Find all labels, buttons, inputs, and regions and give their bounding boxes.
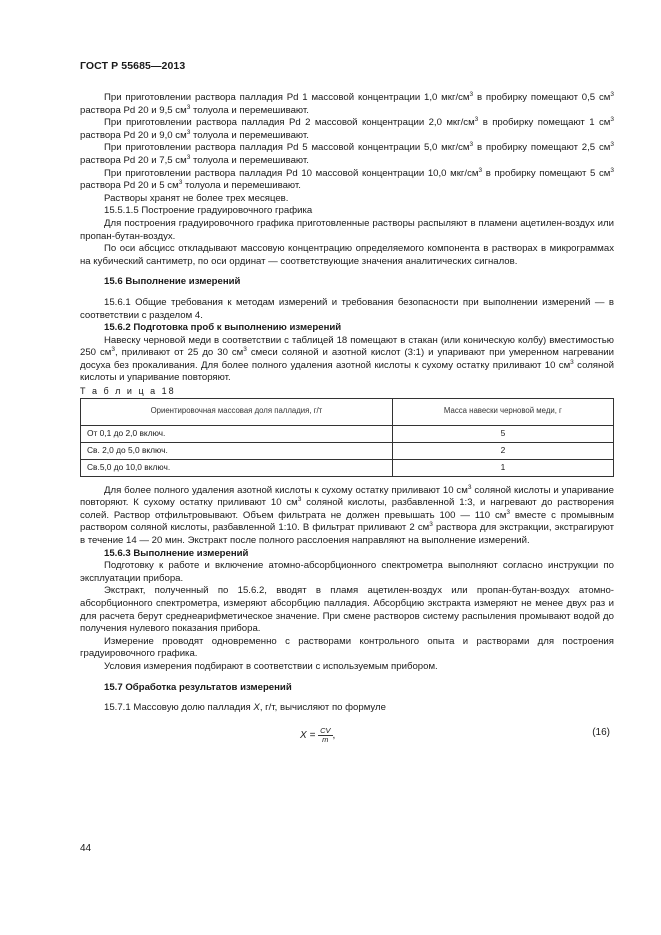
paragraph: Растворы хранят не более трех месяцев.: [104, 192, 289, 204]
table-row: [81, 459, 614, 476]
paragraph: Экстракт, полученный по 15.6.2, вводят в пламя ацетилен-воздух или пропан-бутан-воздух атомно-абсорбционного спектрометра, измеряют абсорбцию палладия. Абсорбцию экстракта измеряют не менее двух раз и для расчета берут среднеарифметическое значение. При смене растворов систему распыления промывают водой до получения нулевого показания прибора.: [80, 585, 614, 635]
superscript: 3: [506, 508, 510, 516]
paragraph: При приготовлении раствора палладия Pd 2 массовой концентрации 2,0 мкг/$см^3$ в пробирку помещают 1 $см^3$ раствора Pd 20 и 9,0 $см^3$ толуола и перемешивают.: [80, 116, 614, 141]
formula-numerator: CV: [320, 725, 331, 735]
superscript: 3: [478, 166, 483, 174]
superscript: 3: [186, 103, 191, 111]
superscript: 3: [186, 128, 191, 136]
table-header-cell: Масса навески черновой меди, г: [392, 398, 613, 425]
formula-trail: ,: [332, 729, 336, 741]
superscript: 3: [243, 346, 247, 354]
formula-lhs: X =: [300, 729, 316, 741]
document-header: ГОСТ Р 55685—2013: [80, 60, 186, 72]
formula-fraction: [318, 727, 332, 744]
paragraph: 15.6.1 Общие требования к методам измерений и требования безопасности при выполнении измерений — в соответствии с разделом 4.: [80, 296, 614, 321]
text-span: 15.7.1 Массовую долю палладия: [104, 702, 254, 714]
superscript: 3: [610, 116, 614, 123]
table-row: [81, 442, 614, 459]
formula: [80, 721, 614, 751]
superscript: 3: [610, 90, 614, 98]
table-header-row: [81, 398, 614, 425]
paragraph: При приготовлении раствора палладия Pd 1 массовой концентрации 1,0 мкг/$см^3$ в пробирку помещают 0,5 $см^3$ раствора Pd 20 и 9,5 $см^3$ толуола и перемешивают.: [80, 90, 614, 116]
paragraph: Навеску черновой меди в соответствии с таблицей 18 помещают в стакан (или коническую колбу) вместимостью 250 $см^3$, приливают от 25 до 30 $см^3$ смеси соляной и азотной кислот (3:1) и упаривают при умеренном нагревании досуха без прокаливания. Для более полного удаления азотной кислоты к сухому остатку приливают 10 $см^3$ соляной кислоты и упаривание повторяют.: [80, 334, 614, 384]
paragraph: Измерение проводят одновременно с растворами контрольного опыта и растворами для построения градуировочного графика.: [80, 635, 614, 660]
paragraph: Условия измерения подбирают в соответствии с используемым прибором.: [104, 660, 438, 672]
paragraph: При приготовлении раствора палладия Pd 10 массовой концентрации 10,0 мкг/$см^3$ в пробирку помещают 5 $см^3$ раствора Pd 20 и 5 $см^3$ толуола и перемешивают.: [80, 166, 614, 192]
paragraph: [80, 702, 614, 715]
variable: X: [253, 702, 260, 714]
section-heading: 15.7 Обработка результатов измерений: [104, 681, 292, 693]
formula-denominator: m: [322, 734, 329, 744]
section-heading: 15.6 Выполнение измерений: [104, 276, 241, 288]
superscript: 3: [297, 496, 302, 504]
superscript: 3: [467, 483, 472, 491]
document-body: [80, 92, 614, 751]
superscript: 3: [429, 521, 433, 529]
superscript: 3: [178, 178, 183, 186]
paragraph: По оси абсцисс откладывают массовую концентрацию определяемого компонента в растворах в микрограммах на кубический сантиметр, по оси ординат — соответствующие значения аналитических сигналов.: [80, 243, 614, 267]
subsection-heading: 15.5.1.5 Построение градуировочного графика: [104, 205, 313, 217]
table-cell: Св.5,0 до 10,0 включ.: [81, 459, 393, 476]
superscript: 3: [186, 153, 191, 161]
paragraph: При приготовлении раствора палладия Pd 5 массовой концентрации 5,0 мкг/$см^3$ в пробирку помещают 2,5 $см^3$ раствора Pd 20 и 7,5 $см^3$ толуола и перемешивают.: [80, 141, 614, 166]
section-heading: 15.6.3 Выполнение измерений: [104, 547, 249, 559]
text-span: , г/т, вычисляют по формуле: [259, 702, 386, 714]
paragraph: Для построения градуировочного графика приготовленные растворы распыляют в пламени ацетилен-воздух или пропан-бутан-воздух.: [80, 217, 614, 242]
table-header-cell: Ориентировочная массовая доля палладия, г/т: [81, 398, 393, 425]
superscript: 3: [469, 141, 474, 149]
superscript: 3: [570, 358, 574, 366]
superscript: 3: [610, 166, 614, 174]
table-cell: 1: [392, 459, 613, 476]
table-cell: 2: [392, 442, 613, 459]
superscript: 3: [469, 90, 474, 98]
superscript: 3: [111, 346, 116, 354]
paragraph: Для более полного удаления азотной кислоты к сухому остатку приливают 10 $см^3$ соляной кислоты и упаривание повторяют. К сухому остатку приливают 10 $см^3$ соляной кислоты, разбавленной 1:3, и нагревают до растворения солей. Раствор отфильтровывают. Объем фильтрата не должен превышать 100 — 110 $см^3$ вместе с промывным раствором соляной кислоты, разбавленной 1:10. В фильтрат приливают 2 $см^3$ раствора для экстракции, экстрагируют в течение 14 — 20 мин. Экстракт после полного расслоения направляют на выполнение измерений.: [80, 483, 615, 547]
formula-number: (16): [592, 726, 610, 738]
data-table: [80, 398, 614, 477]
table-cell: Св. 2,0 до 5,0 включ.: [81, 442, 393, 459]
superscript: 3: [474, 116, 479, 123]
page-number: 44: [80, 843, 92, 854]
table-row: [81, 425, 614, 442]
table-cell: От 0,1 до 2,0 включ.: [81, 425, 393, 442]
table-title: Т а б л и ц а 18: [80, 386, 176, 397]
paragraph: Подготовку к работе и включение атомно-абсорбционного спектрометра выполняют согласно инструкции по эксплуатации прибора.: [80, 560, 614, 584]
section-heading: 15.6.2 Подготовка проб к выполнению измерений: [104, 322, 342, 334]
table-cell: 5: [392, 425, 613, 442]
superscript: 3: [610, 141, 614, 149]
formula-expression: [300, 727, 335, 744]
